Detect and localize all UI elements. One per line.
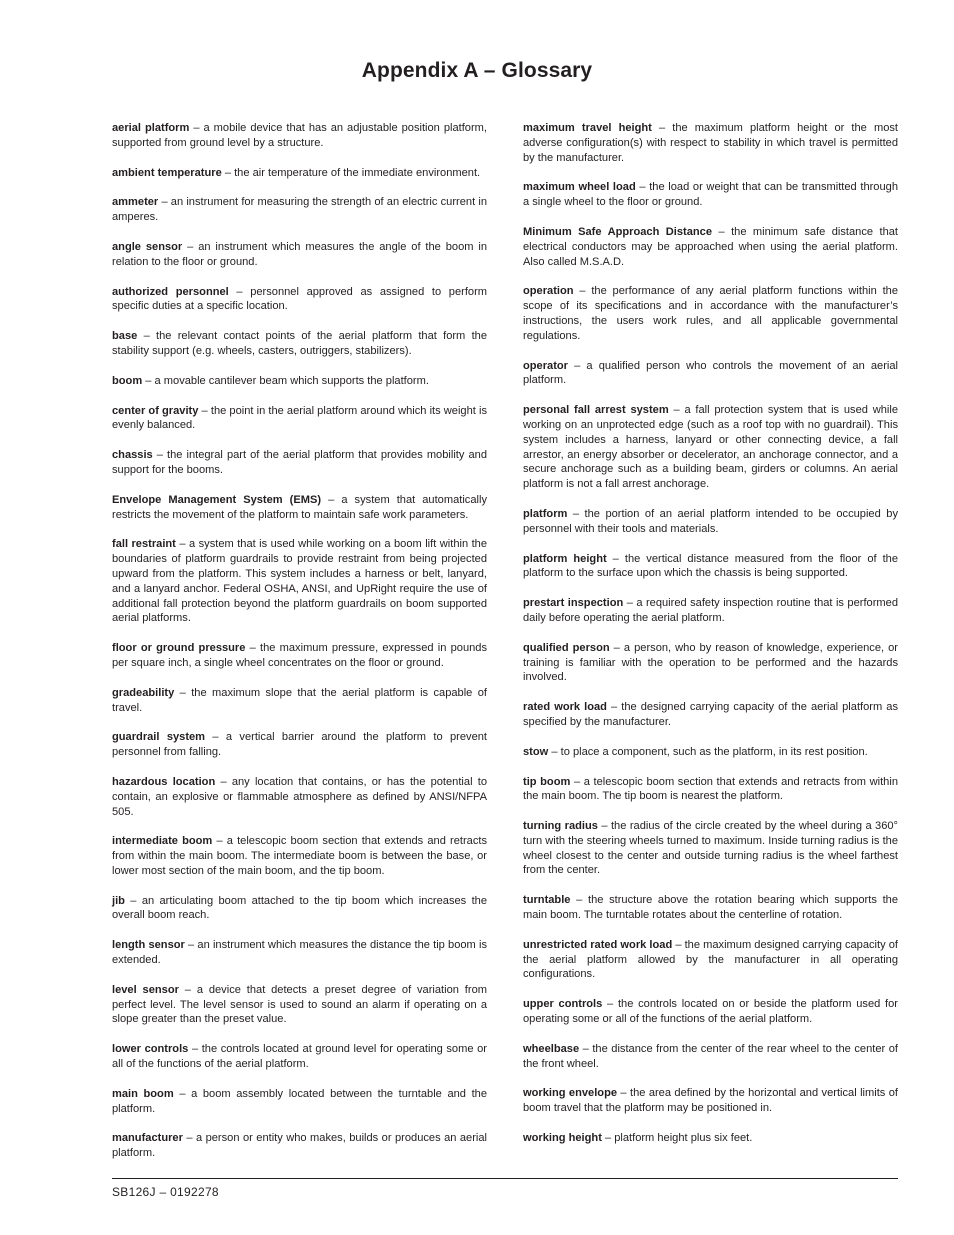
glossary-term: fall restraint	[112, 538, 176, 551]
glossary-entry	[112, 894, 487, 924]
glossary-definition: – platform height plus six feet.	[601, 1132, 753, 1145]
glossary-entry	[523, 225, 898, 269]
glossary-entry	[523, 641, 898, 685]
glossary-definition: – an articulating boom attached to the tip boom which increases the overall boom reach.	[112, 894, 487, 922]
glossary-entry	[523, 359, 898, 389]
glossary-entry	[112, 730, 487, 760]
glossary-entry	[523, 1131, 898, 1146]
glossary-definition: – the maximum designed carrying capacity of the aerial platform allowed by the manufacturer in all operating configurations.	[523, 938, 898, 981]
glossary-term: level sensor	[112, 983, 179, 996]
glossary-term: maximum wheel load	[523, 181, 636, 194]
glossary-definition: – a movable cantilever beam which supports the platform.	[142, 374, 429, 387]
glossary-entry	[112, 329, 487, 359]
page-title: Appendix A – Glossary	[361, 59, 593, 82]
glossary-term: length sensor	[112, 939, 185, 952]
glossary-term: authorized personnel	[112, 285, 229, 298]
glossary-definition: – the maximum platform height or the most adverse configuration(s) with respect to stability in which travel is permitted by the manufacturer.	[523, 122, 898, 164]
glossary-term: personal fall arrest system	[523, 404, 669, 417]
glossary-definition: – the portion of an aerial platform intended to be occupied by personnel with their tools and materials.	[523, 507, 898, 535]
glossary-term: ambient temperature	[112, 166, 222, 179]
glossary-right-column	[523, 121, 898, 1161]
glossary-definition: – the distance from the center of the rear wheel to the center of the front wheel.	[523, 1042, 898, 1070]
glossary-term: wheelbase	[523, 1042, 580, 1055]
glossary-entry	[523, 775, 898, 805]
glossary-term: gradeability	[112, 686, 175, 699]
glossary-term: guardrail system	[112, 731, 206, 744]
glossary-definition: – a mobile device that has an adjustable position platform, supported from ground level by a structure.	[112, 122, 487, 149]
glossary-entry	[523, 938, 898, 982]
glossary-entry	[112, 404, 487, 434]
glossary-term: floor or ground pressure	[112, 642, 246, 655]
glossary-definition: – the air temperature of the immediate environment.	[221, 166, 481, 179]
glossary-definition: – a qualified person who controls the movement of an aerial platform.	[523, 359, 898, 387]
glossary-entry	[523, 596, 898, 626]
glossary-definition: – the vertical distance measured from the floor of the platform to the surface upon which the chassis is being supported.	[523, 552, 899, 580]
glossary-definition: – a device that detects a preset degree of variation from perfect level. The level sensor is used to sound an alarm if operating on a slope greater than the preset value.	[112, 983, 487, 1026]
glossary-term: qualified person	[523, 641, 610, 654]
glossary-entry	[112, 1131, 487, 1161]
glossary-term: Minimum Safe Approach Distance	[523, 225, 713, 238]
glossary-term: angle sensor	[112, 240, 183, 253]
glossary-definition: – the controls located at ground level for operating some or all of the functions of the aerial platform.	[112, 1043, 487, 1071]
glossary-entry	[112, 1042, 487, 1072]
glossary-entry	[523, 121, 898, 165]
glossary-entry	[112, 374, 487, 389]
glossary-entry	[112, 686, 487, 716]
glossary-term: center of gravity	[112, 404, 199, 417]
glossary-definition: – the performance of any aerial platform functions within the scope of its specifications and in accordance with the manufacturer’s instructions, the users work rules, and all applicable governmental regulations.	[523, 285, 898, 342]
glossary-term: operator	[523, 359, 568, 372]
glossary-definition: – personnel approved as assigned to perform specific duties at a specific location.	[112, 285, 488, 313]
glossary-definition: – a fall protection system that is used while working on an unprotected edge (such as a roof top with no guardrail). This system includes a harness, lanyard or other connecting device, a fall arrestor, an energy absorber or decelerator, an anchorage connector, and a secure anchorage such as a building beam, girders or columns. An aerial platform is not a fall arrest anchorage.	[523, 404, 898, 491]
glossary-definition: – a boom assembly located between the turntable and the platform.	[112, 1087, 487, 1115]
glossary-term: ammeter	[112, 196, 159, 209]
glossary-definition: – an instrument which measures the angle of the boom in relation to the floor or ground.	[112, 240, 488, 268]
glossary-term: maximum travel height	[523, 122, 652, 134]
glossary-entry	[523, 284, 898, 343]
glossary-term: hazardous location	[112, 775, 216, 788]
glossary-definition: – the area defined by the horizontal and vertical limits of boom travel that the platform may be positioned in.	[523, 1087, 898, 1115]
glossary-entry	[112, 448, 487, 478]
glossary-entry	[112, 195, 487, 225]
glossary-term: platform height	[523, 552, 607, 565]
glossary-definition: – the maximum pressure, expressed in pounds per square inch, a single wheel concentrates on the floor or ground.	[112, 642, 488, 669]
glossary-entry	[112, 240, 487, 270]
glossary-definition: – a system that is used while working on a boom lift within the boundaries of platform guardrails to provide restraint from being projected upward from the platform. This system includes a harness or belt, lanyard, and a lanyard anchor. Federal OSHA, ANSI, and UpRight require the use of additional fall protection beyond the platform guardrails on boom supported aerial platforms.	[112, 538, 487, 625]
glossary-term: stow	[523, 745, 549, 758]
glossary-definition: – to place a component, such as the platform, in its rest position.	[548, 745, 868, 758]
glossary-definition: – the minimum safe distance that electrical conductors may be approached when using the aerial platform. Also called M.S.A.D.	[523, 225, 898, 268]
glossary-entry	[112, 285, 487, 315]
glossary-definition: – any location that contains, or has the potential to contain, an explosive or flammable atmosphere as defined by ANSI/NFPA 505.	[112, 775, 488, 818]
glossary-definition: – a system that automatically restricts the movement of the platform to maintain safe work parameters.	[112, 493, 487, 521]
glossary-definition: – the structure above the rotation bearing which supports the main boom. The turntable rotates about the centerline of rotation.	[523, 894, 898, 922]
glossary-term: aerial platform	[112, 122, 190, 134]
glossary-term: manufacturer	[112, 1132, 183, 1145]
glossary-definition: – a required safety inspection routine that is performed daily before operating the aerial platform.	[523, 597, 898, 624]
document-number: SB126J – 0192278	[112, 1185, 219, 1199]
glossary-definition: – a vertical barrier around the platform to prevent personnel from falling.	[112, 731, 487, 759]
glossary-entry	[112, 983, 487, 1027]
glossary-entry	[523, 1042, 898, 1072]
glossary-term: operation	[523, 285, 574, 298]
glossary-entry	[112, 641, 487, 671]
glossary-entry	[112, 121, 487, 151]
glossary-definition: – an instrument for measuring the strength of an electric current in amperes.	[112, 196, 487, 224]
glossary-entry	[112, 938, 487, 968]
glossary-definition: – a telescopic boom section that extends and retracts from within the main boom. The intermediate boom is between the base, or lower most section of the main boom, and the tip boom.	[112, 835, 487, 877]
glossary-term: intermediate boom	[112, 835, 213, 848]
glossary-definition: – a person, who by reason of knowledge, experience, or training is familiar with the operation to be performed and the hazards involved.	[523, 641, 898, 684]
glossary-entry	[523, 180, 898, 210]
glossary-definition: – the radius of the circle created by the wheel during a 360° turn with the steering wheels turned to maximum. Inside turning radius is the wheel closest to the center and outside turning radius is the wheel farthest from the center.	[523, 820, 898, 877]
glossary-definition: – the load or weight that can be transmitted through a single wheel to the floor or ground.	[523, 181, 898, 209]
glossary-term: chassis	[112, 449, 153, 462]
glossary-term: Envelope Management System (EMS)	[112, 493, 322, 506]
glossary-entry	[523, 745, 898, 760]
glossary-term: working height	[523, 1132, 602, 1145]
glossary-term: turning radius	[523, 820, 598, 833]
glossary-definition: – the maximum slope that the aerial platform is capable of travel.	[112, 686, 487, 714]
glossary-entry	[523, 700, 898, 730]
glossary-term: platform	[523, 507, 568, 520]
glossary-entry	[523, 819, 898, 878]
glossary-definition: – a telescopic boom section that extends and retracts from within the main boom. The tip boom is nearest the platform.	[523, 775, 898, 803]
glossary-term: jib	[112, 894, 125, 907]
glossary-term: tip boom	[523, 775, 571, 788]
glossary-term: rated work load	[523, 701, 607, 714]
glossary-term: unrestricted rated work load	[523, 938, 673, 951]
glossary-term: main boom	[112, 1087, 174, 1100]
glossary-term: turntable	[523, 894, 571, 907]
glossary-term: base	[112, 330, 138, 343]
glossary-term: prestart inspection	[523, 597, 624, 610]
glossary-entry	[523, 997, 898, 1027]
glossary-entry	[112, 537, 487, 626]
footer-divider	[112, 1178, 898, 1179]
glossary-entry	[523, 893, 898, 923]
glossary-term: lower controls	[112, 1043, 189, 1056]
glossary-definition: – the point in the aerial platform around which its weight is evenly balanced.	[112, 404, 488, 432]
glossary-definition: – the controls located on or beside the platform used for operating some or all of the functions of the aerial platform.	[523, 998, 898, 1026]
glossary-definition: – the designed carrying capacity of the aerial platform as specified by the manufacturer.	[523, 701, 898, 728]
glossary-definition: – the relevant contact points of the aerial platform that form the stability support (e.g. wheels, casters, outriggers, stabilizers).	[112, 330, 487, 357]
glossary-entry	[112, 166, 487, 181]
glossary-definition: – an instrument which measures the distance the tip boom is extended.	[112, 939, 487, 967]
glossary-entry	[112, 775, 487, 819]
glossary-entry	[523, 552, 898, 582]
glossary-entry	[112, 493, 487, 523]
glossary-term: working envelope	[523, 1087, 618, 1100]
glossary-entry	[112, 1087, 487, 1117]
glossary-definition: – a person or entity who makes, builds or produces an aerial platform.	[112, 1132, 487, 1160]
glossary-left-column	[112, 121, 487, 1176]
glossary-entry	[523, 1086, 898, 1116]
glossary-entry	[523, 507, 898, 537]
glossary-term: upper controls	[523, 998, 603, 1011]
glossary-entry	[523, 403, 898, 492]
glossary-term: boom	[112, 374, 143, 387]
glossary-entry	[112, 834, 487, 878]
glossary-definition: – the integral part of the aerial platform that provides mobility and support for the booms.	[112, 449, 487, 476]
